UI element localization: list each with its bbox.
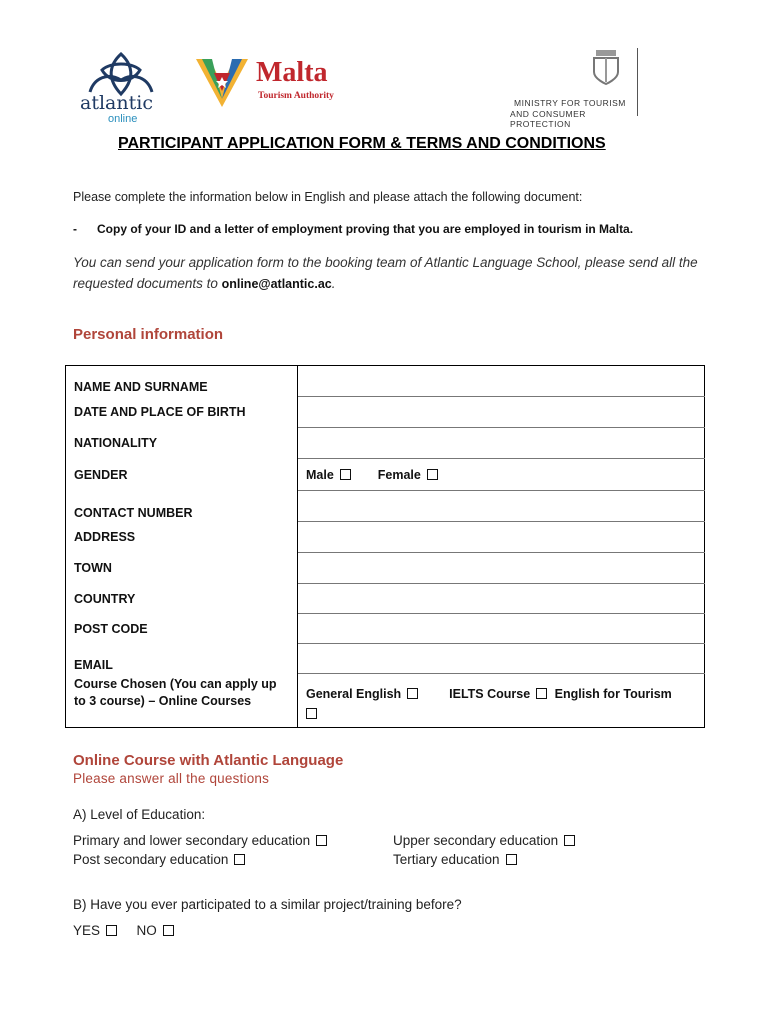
education-post-checkbox[interactable] xyxy=(234,854,245,865)
country-field[interactable] xyxy=(298,584,705,614)
table-row xyxy=(66,491,705,522)
table-row xyxy=(66,553,705,584)
gender-male-checkbox[interactable] xyxy=(340,469,351,480)
table-row xyxy=(66,459,705,491)
email-field[interactable] xyxy=(298,644,705,674)
education-upper-checkbox[interactable] xyxy=(564,835,575,846)
malta-wordmark: Malta xyxy=(256,57,328,88)
education-option xyxy=(393,833,575,848)
no-label: NO xyxy=(136,923,157,938)
online-course-subheading: Please answer all the questions xyxy=(73,771,270,786)
atlantic-sub: online xyxy=(108,113,138,125)
education-option-label: Upper secondary education xyxy=(393,833,559,848)
postcode-field[interactable] xyxy=(298,614,705,644)
education-question: A) Level of Education: xyxy=(73,807,206,822)
gender-field xyxy=(298,459,705,491)
table-row xyxy=(66,366,705,397)
atlantic-wordmark: atlantic xyxy=(80,92,153,114)
course-option-ielts: IELTS Course xyxy=(449,686,531,701)
education-option xyxy=(393,852,517,867)
contact-field[interactable] xyxy=(298,491,705,522)
education-primary-checkbox[interactable] xyxy=(316,835,327,846)
table-row xyxy=(66,644,705,674)
row-label: NAME AND SURNAME xyxy=(66,366,298,397)
course-label: Course Chosen (You can apply up to 3 course) – Online Courses xyxy=(66,674,298,728)
education-option xyxy=(73,852,245,867)
education-option-label: Post secondary education xyxy=(73,852,229,867)
education-option-label: Primary and lower secondary education xyxy=(73,833,311,848)
town-field[interactable] xyxy=(298,553,705,584)
address-field[interactable] xyxy=(298,522,705,553)
online-course-heading: Online Course with Atlantic Language xyxy=(73,752,344,769)
participation-question: B) Have you ever participated to a similar project/training before? xyxy=(73,897,462,912)
table-row xyxy=(66,584,705,614)
gender-female-label: Female xyxy=(377,467,421,482)
atlantic-logo xyxy=(80,50,162,125)
contact-email[interactable]: online@atlantic.ac xyxy=(221,277,332,291)
note-end: . xyxy=(331,276,336,291)
gender-female-checkbox[interactable] xyxy=(427,469,438,480)
row-label: GENDER xyxy=(66,459,298,491)
education-tertiary-checkbox[interactable] xyxy=(506,854,517,865)
row-label: TOWN xyxy=(66,553,298,584)
course-option-tourism: English for Tourism xyxy=(554,686,672,701)
required-document: Copy of your ID and a letter of employment proving that you are employed in tourism in Malta. xyxy=(97,222,634,236)
table-row xyxy=(66,397,705,428)
malta-coat-of-arms-icon xyxy=(590,48,622,86)
malta-shield-icon xyxy=(194,55,250,109)
celtic-knot-icon xyxy=(80,50,162,98)
table-row xyxy=(66,428,705,459)
row-label: ADDRESS xyxy=(66,522,298,553)
ministry-logo xyxy=(510,48,645,129)
ministry-line1: MINISTRY FOR TOURISM xyxy=(514,98,626,108)
table-row xyxy=(66,614,705,644)
course-tourism-checkbox[interactable] xyxy=(306,708,317,719)
submission-note xyxy=(73,252,713,295)
ministry-line2: AND CONSUMER PROTECTION xyxy=(510,109,586,129)
nationality-field[interactable] xyxy=(298,428,705,459)
name-field[interactable] xyxy=(298,366,705,397)
table-row xyxy=(66,522,705,553)
submission-note-text: You can send your application form to the booking team of Atlantic Language School, please send all the requested documents to xyxy=(73,255,698,291)
birth-field[interactable] xyxy=(298,397,705,428)
row-label: COUNTRY xyxy=(66,584,298,614)
malta-logo xyxy=(194,55,354,110)
row-label: EMAIL xyxy=(66,644,298,674)
page-title: PARTICIPANT APPLICATION FORM & TERMS AND CONDITIONS xyxy=(118,135,606,152)
personal-info-heading: Personal information xyxy=(73,326,224,343)
table-row xyxy=(66,674,705,728)
course-ielts-checkbox[interactable] xyxy=(536,688,547,699)
participation-options xyxy=(73,923,174,938)
row-label: CONTACT NUMBER xyxy=(66,491,298,522)
row-label: POST CODE xyxy=(66,614,298,644)
course-general-checkbox[interactable] xyxy=(407,688,418,699)
row-label: DATE AND PLACE OF BIRTH xyxy=(66,397,298,428)
personal-info-table xyxy=(65,365,705,728)
education-option-label: Tertiary education xyxy=(393,852,500,867)
course-option-general: General English xyxy=(306,686,402,701)
row-label: NATIONALITY xyxy=(66,428,298,459)
yes-label: YES xyxy=(73,923,101,938)
course-field xyxy=(298,674,705,728)
intro-text: Please complete the information below in English and please attach the following document: xyxy=(73,190,583,204)
malta-subtitle: Tourism Authority xyxy=(258,91,334,101)
ministry-divider xyxy=(637,48,638,116)
no-checkbox[interactable] xyxy=(163,925,174,936)
gender-male-label: Male xyxy=(306,467,334,482)
yes-checkbox[interactable] xyxy=(106,925,117,936)
document-bullet: - xyxy=(73,222,77,236)
education-option xyxy=(73,833,327,848)
